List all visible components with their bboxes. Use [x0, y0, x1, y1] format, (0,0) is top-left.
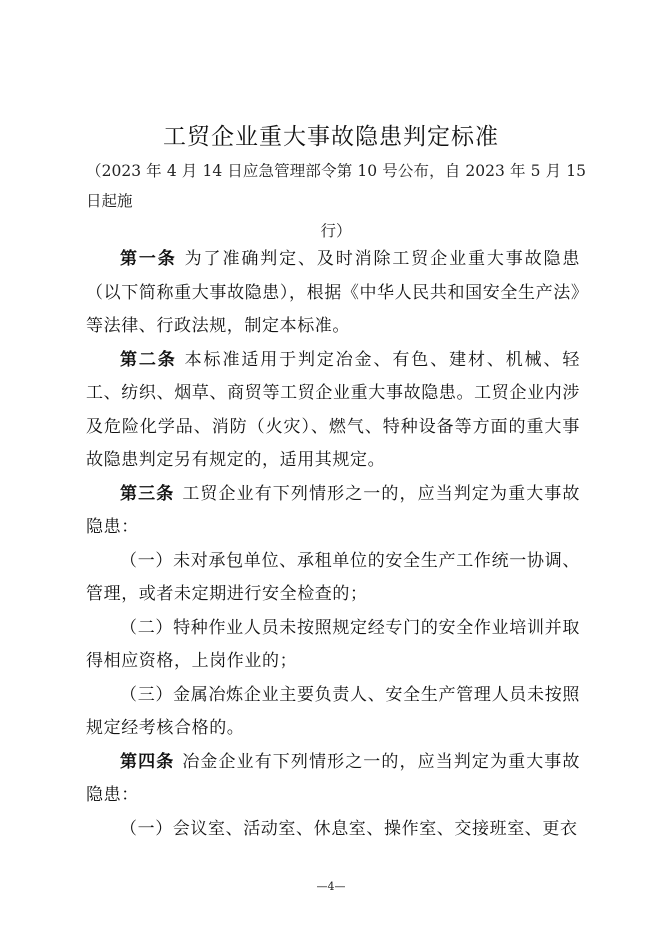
article-label: 第二条 — [120, 349, 177, 370]
paragraph-article-2 — [86, 344, 580, 478]
subtitle-line-1: （2023 年 4 月 14 日应急管理部令第 10 号公布，自 2023 年 5 月 15 日起施 — [86, 162, 586, 210]
document-body — [86, 243, 580, 846]
page-number: —4— — [316, 880, 346, 893]
article-label: 第三条 — [120, 483, 175, 504]
paragraph-text: 工贸企业有下列情形之一的，应当判定为重大事故隐患： — [86, 483, 580, 537]
document-subtitle — [86, 156, 586, 246]
paragraph-text: 为了准确判定、及时消除工贸企业重大事故隐患（以下简称重大事故隐患），根据《中华人民共和国安全生产法》等法律、行政法规，制定本标准。 — [86, 249, 580, 336]
paragraph-text: （二）特种作业人员未按照规定经专门的安全作业培训并取得相应资格，上岗作业的； — [86, 617, 580, 671]
subtitle-line-2: 行） — [320, 222, 352, 240]
paragraph-text: 冶金企业有下列情形之一的，应当判定为重大事故隐患： — [86, 751, 580, 805]
paragraph-item-3-3 — [86, 679, 580, 746]
paragraph-text: （三）金属冶炼企业主要负责人、安全生产管理人员未按照规定经考核合格的。 — [86, 684, 580, 738]
paragraph-item-4-1 — [86, 813, 580, 847]
paragraph-text: 本标准适用于判定冶金、有色、建材、机械、轻工、纺织、烟草、商贸等工贸企业重大事故隐患。工贸企业内涉及危险化学品、消防（火灾）、燃气、特种设备等方面的重大事故隐患判定另有规定的，适用其规定。 — [86, 349, 580, 470]
paragraph-item-3-1 — [86, 545, 580, 612]
paragraph-text: （一）会议室、活动室、休息室、操作室、交接班室、更衣 — [120, 818, 578, 839]
paragraph-article-4 — [86, 746, 580, 813]
paragraph-article-1 — [86, 243, 580, 344]
article-label: 第一条 — [120, 249, 177, 269]
paragraph-article-3 — [86, 478, 580, 545]
paragraph-item-3-2 — [86, 612, 580, 679]
document-title: 工贸企业重大事故隐患判定标准 — [163, 124, 499, 150]
paragraph-text: （一）未对承包单位、承租单位的安全生产工作统一协调、管理，或者未定期进行安全检查的； — [86, 550, 580, 604]
article-label: 第四条 — [120, 751, 175, 772]
